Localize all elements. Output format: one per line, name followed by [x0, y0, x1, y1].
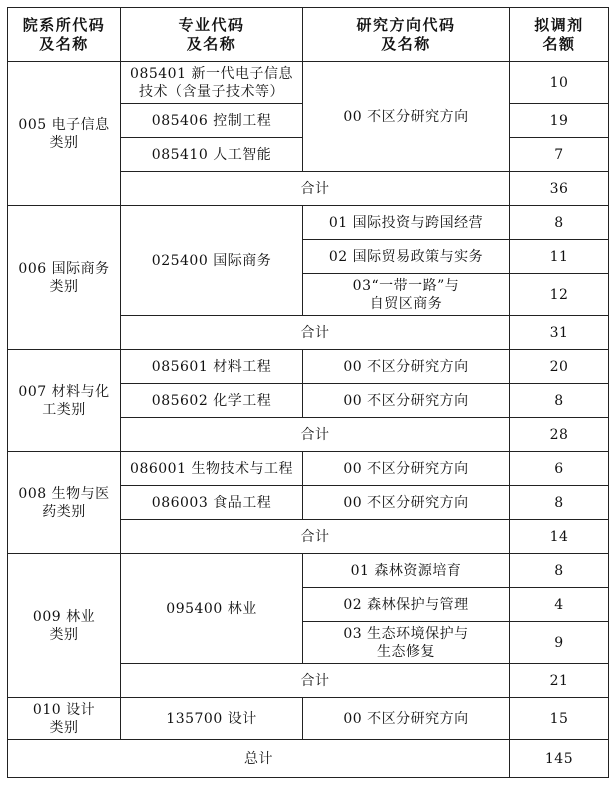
major-cell: 086001 生物技术与工程 — [121, 452, 303, 486]
direction-cell: 02 森林保护与管理 — [303, 588, 510, 622]
direction-cell: 00 不区分研究方向 — [303, 350, 510, 384]
quota-cell: 7 — [510, 138, 609, 172]
major-cell: 025400 国际商务 — [121, 206, 303, 316]
subtotal-label: 合计 — [121, 172, 510, 206]
table-row — [8, 452, 609, 486]
direction-cell: 02 国际贸易政策与实务 — [303, 240, 510, 274]
subtotal-label: 合计 — [121, 520, 510, 554]
major-cell: 085406 控制工程 — [121, 104, 303, 138]
direction-cell: 01 森林资源培育 — [303, 554, 510, 588]
subtotal-value: 36 — [510, 172, 609, 206]
quota-cell: 8 — [510, 206, 609, 240]
table-row — [8, 698, 609, 740]
header-direction: 研究方向代码 及名称 — [303, 8, 510, 62]
direction-cell: 00 不区分研究方向 — [303, 698, 510, 740]
dept-cell: 008 生物与医 药类别 — [8, 452, 121, 554]
subtotal-label: 合计 — [121, 316, 510, 350]
dept-cell: 010 设计 类别 — [8, 698, 121, 740]
total-label: 总计 — [8, 740, 510, 778]
dept-cell: 006 国际商务 类别 — [8, 206, 121, 350]
direction-cell: 03“一带一路”与 自贸区商务 — [303, 274, 510, 316]
table-row — [8, 350, 609, 384]
quota-cell: 19 — [510, 104, 609, 138]
quota-cell: 8 — [510, 384, 609, 418]
total-value: 145 — [510, 740, 609, 778]
subtotal-value: 28 — [510, 418, 609, 452]
direction-cell: 00 不区分研究方向 — [303, 384, 510, 418]
dept-cell: 005 电子信息 类别 — [8, 62, 121, 206]
quota-cell: 10 — [510, 62, 609, 104]
major-cell: 085401 新一代电子信息 技术（含量子技术等） — [121, 62, 303, 104]
total-row — [8, 740, 609, 778]
header-major: 专业代码 及名称 — [121, 8, 303, 62]
major-cell: 085410 人工智能 — [121, 138, 303, 172]
subtotal-value: 31 — [510, 316, 609, 350]
quota-cell: 4 — [510, 588, 609, 622]
quota-cell: 8 — [510, 554, 609, 588]
direction-cell: 00 不区分研究方向 — [303, 62, 510, 172]
major-cell: 085601 材料工程 — [121, 350, 303, 384]
direction-cell: 03 生态环境保护与 生态修复 — [303, 622, 510, 664]
table-row — [8, 206, 609, 240]
major-cell: 095400 林业 — [121, 554, 303, 664]
subtotal-label: 合计 — [121, 664, 510, 698]
header-row — [8, 8, 609, 62]
header-quota: 拟调剂 名额 — [510, 8, 609, 62]
direction-cell: 00 不区分研究方向 — [303, 486, 510, 520]
major-cell: 085602 化学工程 — [121, 384, 303, 418]
quota-cell: 15 — [510, 698, 609, 740]
direction-cell: 01 国际投资与跨国经营 — [303, 206, 510, 240]
quota-cell: 8 — [510, 486, 609, 520]
quota-cell: 12 — [510, 274, 609, 316]
major-cell: 135700 设计 — [121, 698, 303, 740]
subtotal-value: 14 — [510, 520, 609, 554]
quota-cell: 20 — [510, 350, 609, 384]
quota-cell: 11 — [510, 240, 609, 274]
subtotal-label: 合计 — [121, 418, 510, 452]
major-cell: 086003 食品工程 — [121, 486, 303, 520]
quota-table — [7, 7, 609, 778]
subtotal-value: 21 — [510, 664, 609, 698]
quota-cell: 6 — [510, 452, 609, 486]
dept-cell: 009 林业 类别 — [8, 554, 121, 698]
header-department: 院系所代码 及名称 — [8, 8, 121, 62]
dept-cell: 007 材料与化 工类别 — [8, 350, 121, 452]
direction-cell: 00 不区分研究方向 — [303, 452, 510, 486]
table-row — [8, 554, 609, 588]
quota-cell: 9 — [510, 622, 609, 664]
table-row — [8, 62, 609, 104]
